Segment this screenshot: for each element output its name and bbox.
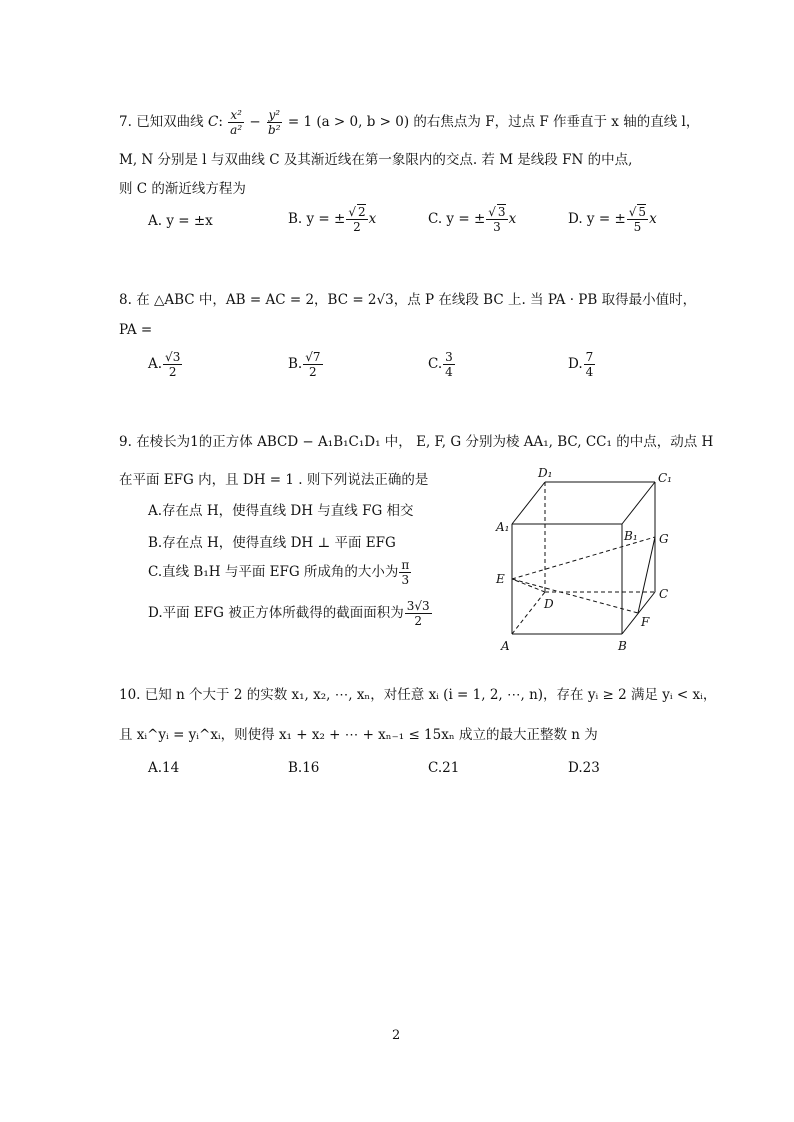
- q8-option-a-label: A.: [148, 356, 163, 372]
- q7-frac-x-num: x²: [230, 108, 242, 122]
- q8-option-a-num: √3: [165, 350, 181, 364]
- q9-option-a[interactable]: A.存在点 H，使得直线 DH 与直线 FG 相交: [148, 503, 414, 519]
- edge-A1-D1: [512, 482, 545, 524]
- q8-stem: 在 △ABC 中，AB = AC = 2，BC = 2√3，点 P 在线段 BC 上. 当 PA · PB 取得最小值时，: [136, 292, 697, 308]
- q9-option-c-den: 3: [401, 573, 410, 587]
- segment-E-F: [512, 579, 638, 613]
- q10-option-c[interactable]: C.21: [428, 760, 460, 776]
- q7-frac-y: [266, 108, 283, 137]
- label-B1: B₁: [624, 529, 638, 543]
- q8-option-d-frac: [584, 350, 596, 379]
- q7-number: 7.: [119, 114, 132, 130]
- q8-option-c[interactable]: [428, 350, 456, 379]
- label-D: D: [544, 597, 554, 611]
- q8-option-d-num: 7: [585, 350, 594, 364]
- q7-option-b-num: 2: [358, 205, 366, 219]
- edge-B1-C1: [622, 482, 655, 524]
- q8-option-c-den: 4: [445, 365, 453, 379]
- q9-option-c-pre: C.直线 B₁H 与平面 EFG 所成角的大小为: [148, 564, 399, 580]
- label-D1: D₁: [538, 466, 553, 480]
- q7-option-c-num: 3: [497, 205, 506, 219]
- q7-option-d-x: x: [649, 211, 657, 227]
- q7-option-d-den: 5: [633, 220, 642, 234]
- q9-option-d-pre: D.平面 EFG 被正方体所截得的截面面积为: [148, 605, 404, 621]
- q7-option-a[interactable]: A. y = ±x: [148, 213, 213, 229]
- q7-pre: 已知双曲线: [136, 114, 204, 130]
- q8-option-d[interactable]: [568, 350, 596, 379]
- q7-frac-y-den: b²: [268, 123, 281, 137]
- q10-option-b[interactable]: B.16: [288, 760, 320, 776]
- q7-option-d-pre: D. y = ±: [568, 211, 626, 227]
- q7-option-d-frac: $\frac{√ 5}{5}$: [628, 205, 647, 234]
- q8-option-b-label: B.: [288, 356, 303, 372]
- q9-line2: 在平面 EFG 内，且 DH = 1 . 则下列说法正确的是: [119, 472, 429, 488]
- q8-option-d-den: 4: [585, 365, 594, 379]
- q9-number: 9.: [119, 434, 132, 450]
- q8-option-d-label: D.: [568, 356, 583, 372]
- q9-option-d-frac: [405, 599, 432, 628]
- segment-D-E: [512, 579, 545, 592]
- q8-option-a-frac: [163, 350, 182, 379]
- q7-option-b[interactable]: [288, 205, 376, 234]
- q7-option-b-pre: B. y = ±: [288, 211, 346, 227]
- q7-option-c-pre: C. y = ±: [428, 211, 486, 227]
- q8-option-a-den: 2: [168, 365, 177, 379]
- q9-stem: 在棱长为1的正方体 ABCD − A₁B₁C₁D₁ 中， E, F, G 分别为棱 AA₁, BC, CC₁ 的中点，动点 H: [136, 434, 714, 450]
- q7-curve-name: C: [207, 114, 219, 130]
- q10-stem: 已知 n 个大于 2 的实数 x₁, x₂, ⋯, xₙ，对任意 xᵢ (i = 1, 2, ⋯, n)，存在 yᵢ ≥ 2 满足 yᵢ < xᵢ，: [144, 687, 717, 703]
- label-E: E: [496, 572, 505, 586]
- q8-option-b-frac: [303, 350, 322, 379]
- q10-option-d[interactable]: D.23: [568, 760, 600, 776]
- q7-option-c-x: x: [508, 211, 517, 227]
- label-G: G: [659, 532, 669, 546]
- q8-option-c-frac: [443, 350, 455, 379]
- q8-number: 8.: [119, 292, 132, 308]
- q7-option-b-den: 2: [353, 220, 361, 234]
- label-F: F: [641, 615, 650, 629]
- label-B: B: [618, 639, 627, 653]
- q10-line1: [119, 683, 716, 703]
- q8-line1: [119, 288, 696, 308]
- q9-line1: [119, 430, 713, 450]
- q7-eq-tail: = 1 (a > 0, b > 0): [287, 114, 410, 130]
- q7-option-b-x: x: [368, 211, 377, 227]
- edge-A-D: [512, 592, 545, 634]
- label-A1: A₁: [496, 520, 510, 534]
- q8-option-c-num: 3: [445, 350, 453, 364]
- q9-option-c[interactable]: [148, 558, 412, 587]
- q7-option-c-frac: $\frac{√ 3}{3}$: [488, 205, 506, 234]
- q10-line2: 且 xᵢ^yᵢ = yᵢ^xᵢ，则使得 x₁ + x₂ + ⋯ + xₙ₋₁ ≤ 15xₙ 成立的最大正整数 n 为: [119, 727, 598, 743]
- q7-option-c[interactable]: [428, 205, 516, 234]
- page-number: 2: [392, 1028, 401, 1043]
- q7-option-b-frac: $\frac{√ 2}{2}$: [348, 205, 366, 234]
- segment-F-G: [638, 537, 655, 613]
- label-A: A: [501, 639, 510, 653]
- label-C1: C₁: [658, 471, 672, 485]
- q9-option-b[interactable]: B.存在点 H，使得直线 DH ⊥ 平面 EFG: [148, 535, 396, 551]
- q7-option-d-num: 5: [638, 205, 647, 219]
- q8-option-c-label: C.: [428, 356, 443, 372]
- q8-option-a[interactable]: [148, 350, 183, 379]
- q7-option-c-den: 3: [493, 220, 501, 234]
- q9-option-c-num: π: [401, 558, 410, 572]
- label-C: C: [659, 587, 669, 601]
- q8-line2: PA =: [119, 322, 153, 338]
- q7-option-d[interactable]: [568, 205, 657, 234]
- q8-option-b[interactable]: [288, 350, 324, 379]
- segment-E-G: [512, 537, 655, 579]
- q8-option-b-den: 2: [309, 365, 317, 379]
- q7-line3: 则 C 的渐近线方程为: [119, 181, 246, 197]
- q7-line1-rest: 的右焦点为 F，过点 F 作垂直于 x 轴的直线 l，: [413, 114, 700, 130]
- q9-option-c-frac: [399, 558, 411, 587]
- q7-line2: M, N 分别是 l 与双曲线 C 及其渐近线在第一象限内的交点. 若 M 是线段 FN 的中点,: [119, 152, 633, 168]
- q7-line1: 7. 已知双曲线 C: $\frac{\text{x²}}{\text{a²}}$ − $\frac{\text{y²}}{\text{b²}}$ = 1 (a > 0, b > 0) 的右焦点为 F，过点 F 作垂直于 x 轴的直线 l，: [119, 108, 700, 137]
- q8-option-b-num: √7: [305, 350, 321, 364]
- q9-option-d-num: 3√3: [406, 599, 430, 613]
- q9-option-d-den: 2: [414, 614, 423, 628]
- q7-frac-x: [228, 108, 244, 137]
- q7-frac-y-num: y²: [268, 108, 281, 122]
- q10-number: 10.: [119, 687, 141, 703]
- q9-option-d[interactable]: [148, 599, 433, 628]
- cube-diagram: [490, 460, 690, 660]
- q7-frac-x-den: a²: [230, 123, 243, 137]
- q10-option-a[interactable]: A.14: [148, 760, 180, 776]
